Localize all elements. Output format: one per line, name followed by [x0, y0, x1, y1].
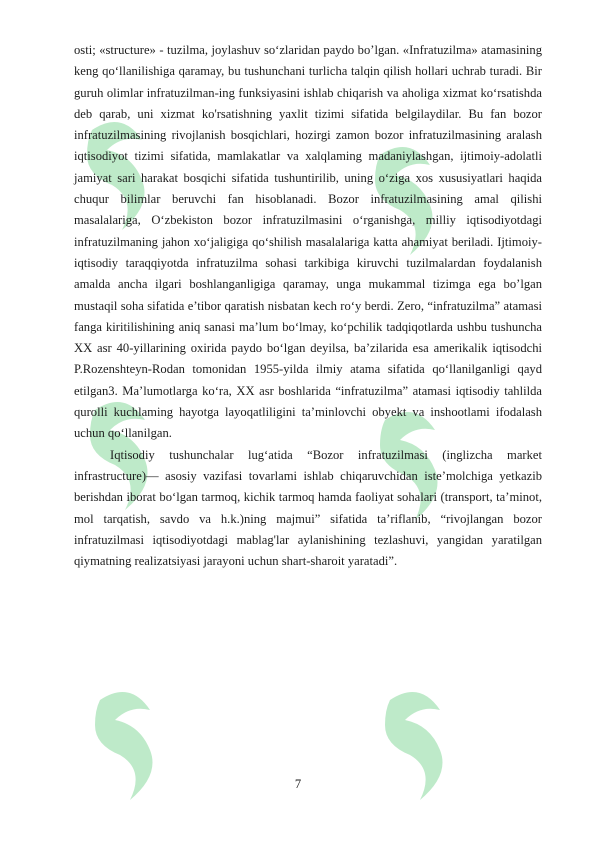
watermark-logo-icon: [70, 680, 180, 820]
document-body: [74, 40, 542, 572]
paragraph-2: Iqtisodiy tushunchalar lug‘atida “Bozor infratuzilmasi (inglizcha market infrastructure)— asosiy vazifasi tovarlami ishlab chiqaruvchidan iste’molchiga yetkazib berishdan iborat bo‘lgan tarmoq, kichik tarmoq hamda faoliyat sohalari (transport, ta’minot, mol tarqatish, savdo va h.k.)ning majmui” sifatida ta’riflanib, “rivojlangan bozor infratuzilmasi iqtisodiyotdagi mablag'lar aylanishining tezlashuvi, yangidan yaratilgan qiymatning realizatsiyasi jarayoni uchun shart-sharoit yaratadi”.: [74, 447, 542, 569]
page-number: 7: [294, 777, 302, 791]
watermark-logo-icon: [360, 680, 470, 820]
paragraph-1: osti; «structure» - tuzilma, joylashuv so‘zlaridan paydo bo’lgan. «Infratuzilma» atamasining keng qo‘llanilishiga qaramay, bu tushunchani turlicha talqin qilish hollari uchrab turadi. Bir guruh olimlar infratuzilman-ing funksiyasini ishlab chiqarish va aholiga xizmat ko‘rsatishda deb qarab, uni xizmat ko'rsatishning yaxlit tizimi sifatida belgilaydilar. Bu fan bozor infratuzilmasining rivojlanish bosqichlari, hozirgi zamon bozor infratuzilmasining aralash iqtisodiyot tizimi sifatida, mamlakatlar va xalqlaming madaniylashgan, ijtimoiy-adolatli jamiyat sari harakat bosqichi sifatida tushuntirilib, uning o‘ziga xos xususiyatlari haqida chuqur bilimlar beruvchi fan hisoblanadi. Bozor infratuzilmasining amal qilishi masalalariga, O‘zbekiston bozor infratuzilmasini o‘rganishga, milliy iqtisodiyotdagi infratuzilmaning jahon xo‘jaligiga qo‘shilish masalalariga katta ahamiyat beriladi. Ijtimoiy-iqtisodiy taraqqiyotda infratuzilma sohasi tarkibiga kiruvchi tuzilmalardan foydalanish amalda ancha ilgari boshlanganligiga qaramay, unga mukammal tizimga ega bo’lgan mustaqil soha sifatida e’tibor qaratish nisbatan kech ro‘y berdi. Zero, “infratuzilma” atamasi fanga kiritilishining aniq sanasi ma’lum bo‘lmay, ko‘pchilik tadqiqotlarda ushbu tushuncha XX asr 40-yillarining oxirida paydo bo‘lgan deyilsa, ba’zilarida esa amerikalik iqtisodchi P.Rozenshteyn-Rodan tomonidan 1955-yilda ilmiy atama sifatida qo‘llanilganligi qayd etilgan3. Ma’lumotlarga ko‘ra, XX asr boshlarida “infratuzilma” atamasi iqtisodiy tahlilda qurolli kuchlaming hayotga layoqatliligini ta’minlovchi obyekt va inshootlami ifodalash uchun qo‘llanilgan.: [74, 43, 542, 441]
